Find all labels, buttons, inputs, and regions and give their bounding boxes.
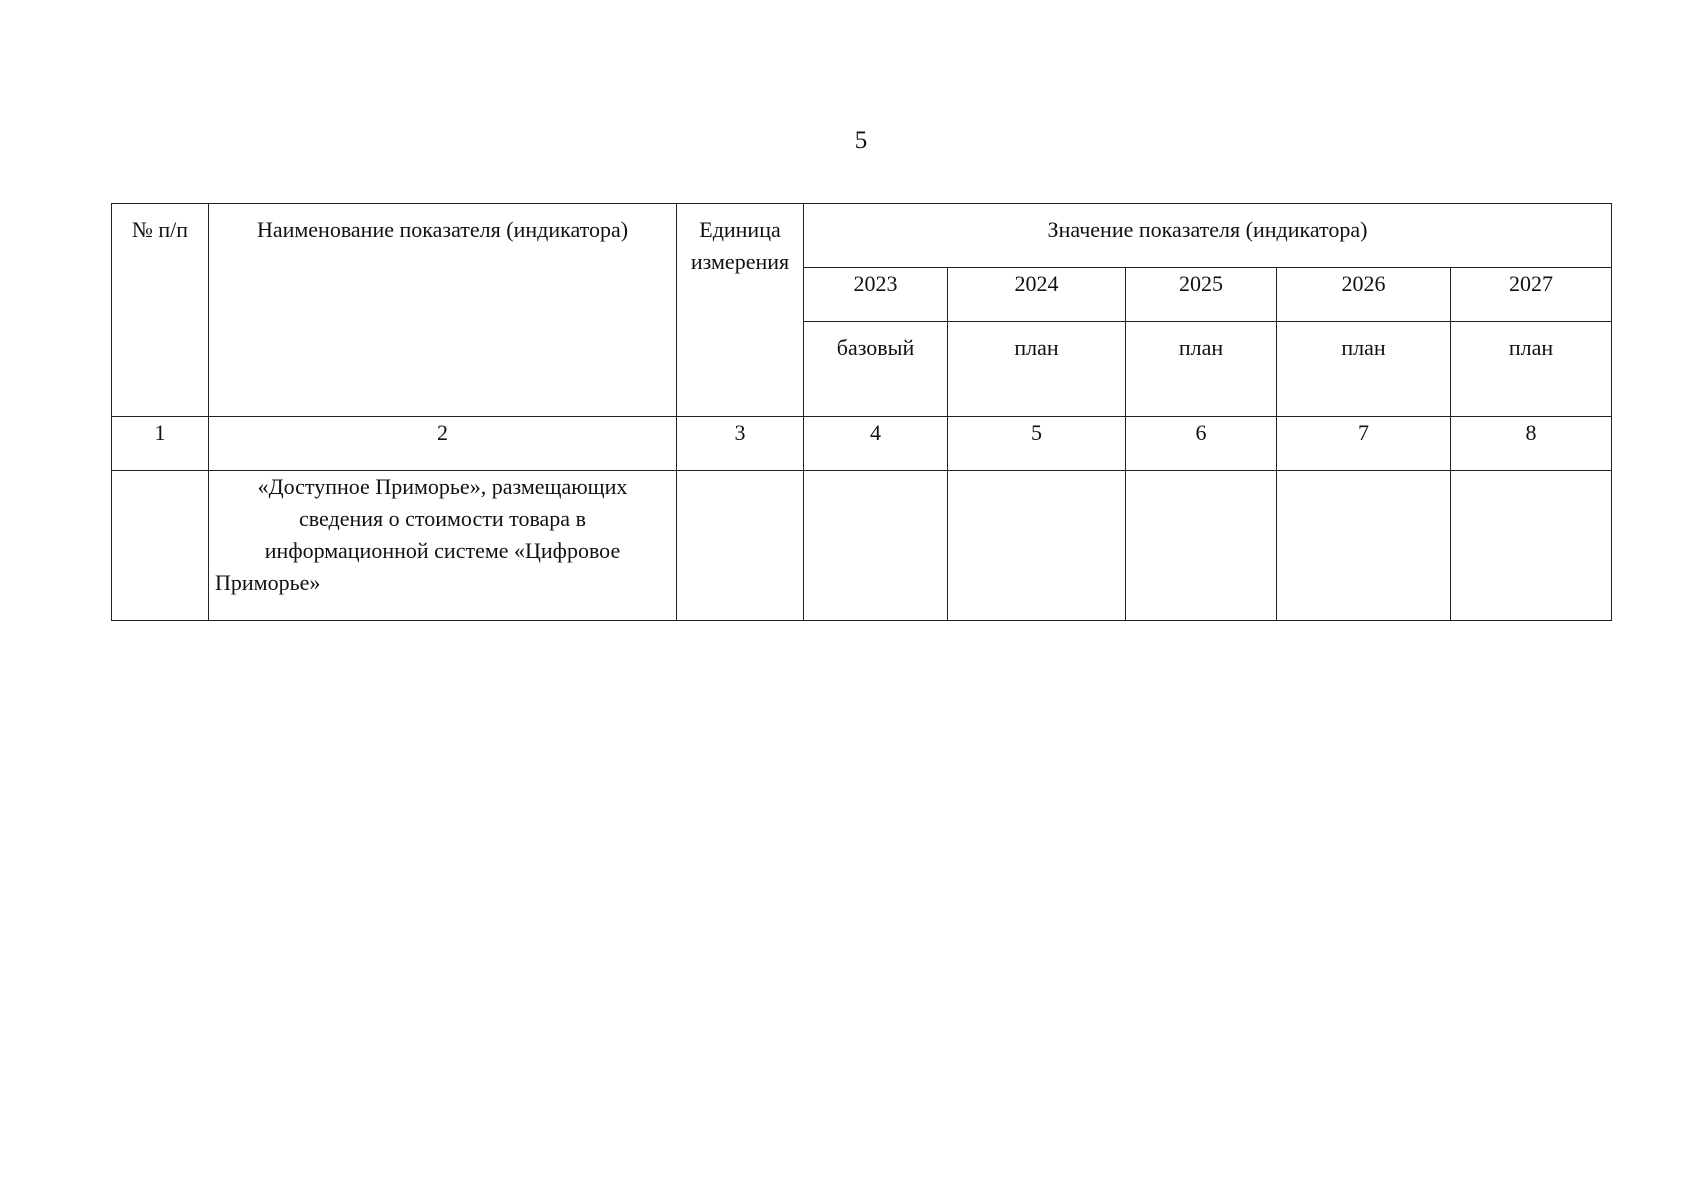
header-year-type: план [948, 322, 1126, 417]
row-value-cell [948, 471, 1126, 621]
row-value-cell [1126, 471, 1277, 621]
column-number: 8 [1451, 417, 1612, 471]
row-value-cell [804, 471, 948, 621]
row-num-cell [112, 471, 209, 621]
row-value-cell [1277, 471, 1451, 621]
header-year: 2025 [1126, 268, 1277, 322]
column-number: 7 [1277, 417, 1451, 471]
header-year-type: план [1126, 322, 1277, 417]
header-year-type: план [1451, 322, 1612, 417]
column-number: 1 [112, 417, 209, 471]
table-row [112, 471, 1612, 621]
header-year-type: план [1277, 322, 1451, 417]
column-number: 3 [677, 417, 804, 471]
header-row [112, 204, 1612, 268]
indicators-table [111, 203, 1612, 621]
row-value-cell [1451, 471, 1612, 621]
header-year: 2024 [948, 268, 1126, 322]
header-value-group: Значение показателя (индикатора) [804, 204, 1612, 268]
column-number: 4 [804, 417, 948, 471]
row-unit-cell [677, 471, 804, 621]
header-year: 2026 [1277, 268, 1451, 322]
row-name-cell: «Доступное Приморье», размещающих сведения о стоимости товара в информационной системе «Цифровое Приморье» [209, 471, 677, 621]
header-year-type: базовый [804, 322, 948, 417]
header-year: 2023 [804, 268, 948, 322]
column-numbers-row [112, 417, 1612, 471]
column-number: 2 [209, 417, 677, 471]
column-number: 6 [1126, 417, 1277, 471]
header-name: Наименование показателя (индикатора) [209, 204, 677, 417]
header-year: 2027 [1451, 268, 1612, 322]
header-num: № п/п [112, 204, 209, 417]
header-unit: Единица измерения [677, 204, 804, 417]
column-number: 5 [948, 417, 1126, 471]
page-number: 5 [854, 127, 868, 154]
